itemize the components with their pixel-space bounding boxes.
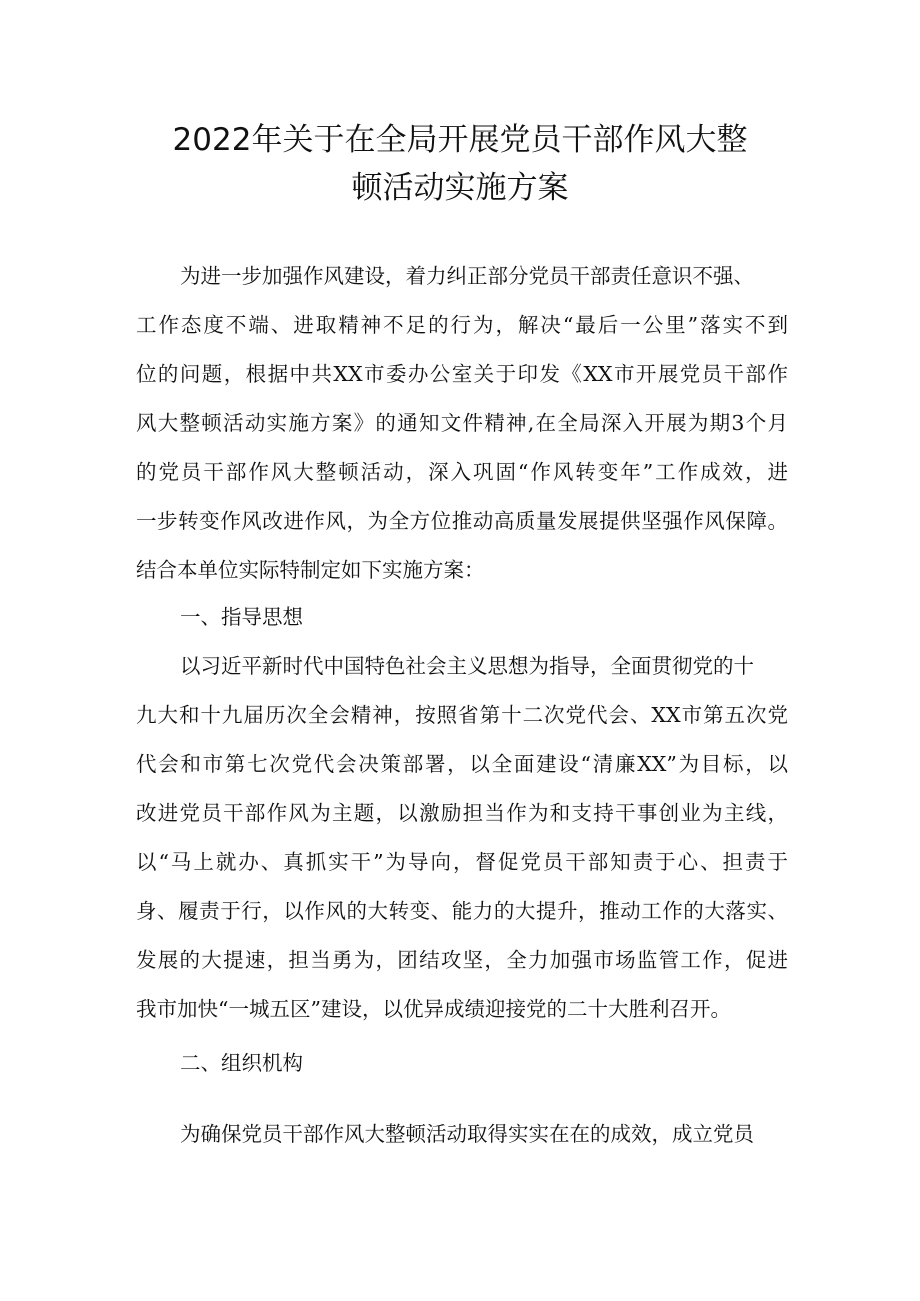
paragraph-1-line-1: 为进一步加强作风建设，着力纠正部分党员干部责任意识不强、	[180, 264, 754, 288]
paragraph-2-line-8: 我市加快“一城五区”建设，以优异成绩迎接党的二十大胜利召开。	[136, 997, 731, 1021]
paragraph-2-line-5: 以“马上就办、真抓实干”为导向，督促党员干部知责于心、担责于	[136, 850, 788, 874]
paragraph-1-line-3: 位的问题，根据中共XX市委办公室关于印发《XX市开展党员干部作	[136, 362, 788, 386]
paragraph-2-line-7: 发展的大提速，担当勇为，团结攻坚，全力加强市场监管工作，促进	[136, 948, 788, 972]
paragraph-1-line-4: 风大整顿活动实施方案》的通知文件精神,在全局深入开展为期3个月	[136, 411, 788, 435]
paragraph-3-line-1: 为确保党员干部作风大整顿活动取得实实在在的成效，成立党员	[180, 1122, 754, 1146]
paragraph-2-line-4: 改进党员干部作风为主题，以激励担当作为和支持干事创业为主线，	[136, 801, 788, 825]
section-heading-2: 二、组织机构	[180, 1051, 303, 1075]
paragraph-2-line-1: 以习近平新时代中国特色社会主义思想为指导，全面贯彻党的十	[180, 654, 754, 678]
paragraph-1-line-6: 一步转变作风改进作风，为全方位推动高质量发展提供坚强作风保障。	[136, 509, 788, 533]
paragraph-1-line-2: 工作态度不端、进取精神不足的行为，解决“最后一公里”落实不到	[136, 313, 788, 337]
section-heading-1: 一、指导思想	[180, 605, 303, 629]
document-title-line-2: 顿活动实施方案	[351, 170, 569, 206]
paragraph-2-line-2: 九大和十九届历次全会精神，按照省第十二次党代会、XX市第五次党	[136, 703, 788, 727]
paragraph-1-line-5: 的党员干部作风大整顿活动，深入巩固“作风转变年”工作成效，进	[136, 460, 788, 484]
document-title-line-1: 2022年关于在全局开展党员干部作风大整	[172, 122, 748, 158]
paragraph-1-line-7: 结合本单位实际特制定如下实施方案：	[136, 558, 485, 582]
paragraph-2-line-6: 身、履责于行，以作风的大转变、能力的大提升，推动工作的大落实、	[136, 899, 788, 923]
paragraph-2-line-3: 代会和市第七次党代会决策部署，以全面建设“清廉XX”为目标，以	[136, 752, 788, 776]
